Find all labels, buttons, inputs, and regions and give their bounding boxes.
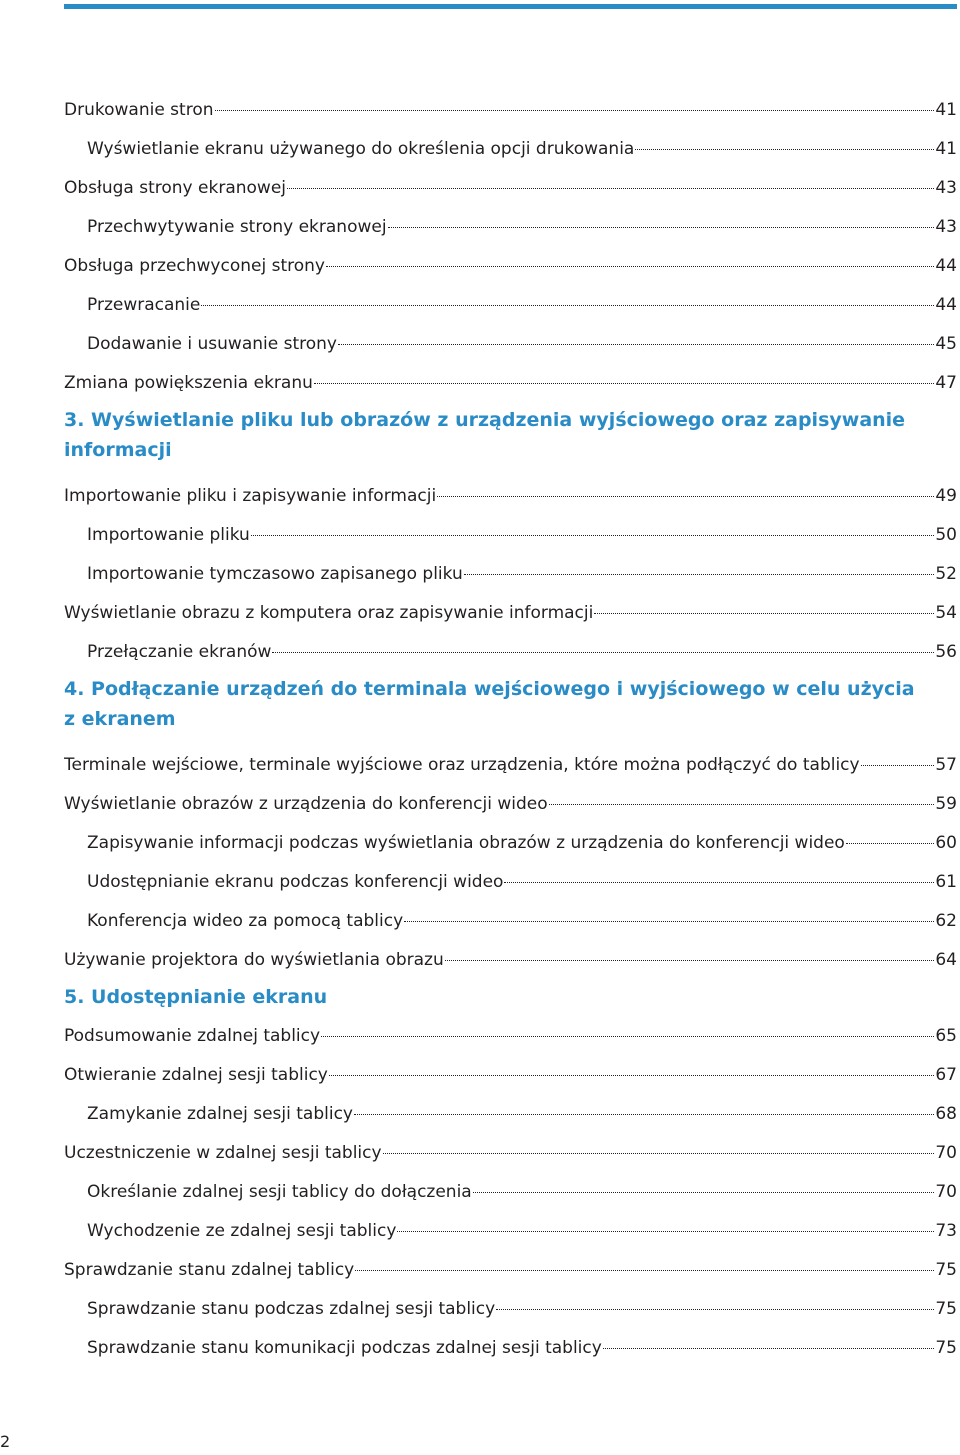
toc-entry-title: Wyświetlanie ekranu używanego do określenia opcji drukowania: [87, 139, 635, 159]
toc-entry-title: Wychodzenie ze zdalnej sesji tablicy: [87, 1221, 397, 1241]
toc-entry-title: Terminale wejściowe, terminale wyjściowe oraz urządzenia, które można podłączyć do tablicy: [64, 755, 860, 775]
toc-entry-title: Drukowanie stron: [64, 100, 214, 120]
chapter-heading: 3. Wyświetlanie pliku lub obrazów z urządzenia wyjściowego oraz zapisywanie informacji: [64, 409, 906, 461]
toc-entry-page: 73: [935, 1221, 957, 1241]
toc-subentry[interactable]: [64, 286, 957, 325]
toc-entry[interactable]: [64, 1056, 957, 1095]
toc-entry-page: 62: [935, 911, 957, 931]
dot-leader: [603, 1348, 935, 1349]
dot-leader: [326, 266, 934, 267]
dot-leader: [464, 574, 935, 575]
dot-leader: [272, 652, 934, 653]
dot-leader: [635, 149, 934, 150]
toc-entry-title: Otwieranie zdalnej sesji tablicy: [64, 1065, 328, 1085]
dot-leader: [861, 765, 935, 766]
toc-entry[interactable]: [64, 247, 957, 286]
toc-entry-title: Używanie projektora do wyświetlania obrazu: [64, 950, 444, 970]
toc-subentry[interactable]: [64, 208, 957, 247]
toc-entry-title: Wyświetlanie obrazu z komputera oraz zapisywanie informacji: [64, 603, 594, 623]
toc-entry-page: 43: [935, 178, 957, 198]
toc-entry[interactable]: [64, 364, 957, 403]
toc-entry-page: 54: [935, 603, 957, 623]
toc-subentry[interactable]: [64, 633, 957, 672]
toc-entry-title: Udostępnianie ekranu podczas konferencji wideo: [87, 872, 504, 892]
toc-subentry[interactable]: [64, 325, 957, 364]
toc-entry-title: Przechwytywanie strony ekranowej: [87, 217, 387, 237]
dot-leader: [338, 344, 934, 345]
toc-entry-page: 68: [935, 1104, 957, 1124]
toc-entry-title: Sprawdzanie stanu zdalnej tablicy: [64, 1260, 355, 1280]
toc-entry-title: Zmiana powiększenia ekranu: [64, 373, 313, 393]
page-number: 2: [0, 1432, 11, 1451]
toc-entry-page: 50: [935, 525, 957, 545]
toc-entry-title: Podsumowanie zdalnej tablicy: [64, 1026, 321, 1046]
toc-entry-page: 52: [935, 564, 957, 584]
dot-leader: [594, 613, 934, 614]
dot-leader: [504, 882, 934, 883]
toc-entry-page: 64: [935, 950, 957, 970]
dot-leader: [251, 535, 935, 536]
dot-leader: [388, 227, 935, 228]
dot-leader: [314, 383, 934, 384]
toc-entry-title: Uczestniczenie w zdalnej sesji tablicy: [64, 1143, 382, 1163]
toc-entry-page: 70: [935, 1143, 957, 1163]
toc-entry-title: Obsługa przechwyconej strony: [64, 256, 325, 276]
toc-entry[interactable]: [64, 746, 957, 785]
toc-entry-title: Dodawanie i usuwanie strony: [87, 334, 337, 354]
toc-subentry[interactable]: [64, 1290, 957, 1329]
toc-entry-title: Sprawdzanie stanu komunikacji podczas zdalnej sesji tablicy: [87, 1338, 602, 1358]
toc-entry-title: Obsługa strony ekranowej: [64, 178, 286, 198]
toc-subentry[interactable]: [64, 130, 957, 169]
toc-entry-title: Przełączanie ekranów: [87, 642, 272, 662]
toc-subentry[interactable]: [64, 516, 957, 555]
toc-entry-page: 49: [935, 486, 957, 506]
toc-entry-title: Zamykanie zdalnej sesji tablicy: [87, 1104, 353, 1124]
table-of-contents: [64, 91, 957, 1368]
dot-leader: [397, 1231, 934, 1232]
toc-entry[interactable]: [64, 1134, 957, 1173]
dot-leader: [201, 305, 934, 306]
dot-leader: [496, 1309, 934, 1310]
dot-leader: [287, 188, 934, 189]
toc-entry-title: Konferencja wideo za pomocą tablicy: [87, 911, 404, 931]
dot-leader: [329, 1075, 934, 1076]
toc-entry-page: 44: [935, 295, 957, 315]
dot-leader: [321, 1036, 934, 1037]
dot-leader: [354, 1114, 934, 1115]
toc-entry-page: 57: [935, 755, 957, 775]
toc-entry-title: Sprawdzanie stanu podczas zdalnej sesji tablicy: [87, 1299, 496, 1319]
toc-entry[interactable]: [64, 1251, 957, 1290]
toc-entry-page: 75: [935, 1299, 957, 1319]
toc-subentry[interactable]: [64, 1095, 957, 1134]
toc-entry-page: 61: [935, 872, 957, 892]
toc-subentry[interactable]: [64, 555, 957, 594]
toc-entry-title: Wyświetlanie obrazów z urządzenia do konferencji wideo: [64, 794, 548, 814]
toc-entry[interactable]: [64, 785, 957, 824]
dot-leader: [437, 496, 934, 497]
toc-subentry[interactable]: [64, 1212, 957, 1251]
toc-entry-page: 43: [935, 217, 957, 237]
dot-leader: [549, 804, 935, 805]
toc-entry[interactable]: [64, 91, 957, 130]
toc-entry[interactable]: [64, 169, 957, 208]
toc-entry[interactable]: [64, 594, 957, 633]
dot-leader: [846, 843, 935, 844]
header-rule: [64, 4, 957, 9]
toc-entry-page: 65: [935, 1026, 957, 1046]
chapter-heading: 4. Podłączanie urządzeń do terminala wejściowego i wyjściowego w celu użycia z ekranem: [64, 678, 915, 730]
toc-entry-page: 75: [935, 1260, 957, 1280]
toc-subentry[interactable]: [64, 863, 957, 902]
dot-leader: [383, 1153, 935, 1154]
toc-entry-page: 59: [935, 794, 957, 814]
toc-entry-title: Zapisywanie informacji podczas wyświetlania obrazów z urządzenia do konferencji wideo: [87, 833, 845, 853]
toc-entry-page: 60: [935, 833, 957, 853]
dot-leader: [445, 960, 935, 961]
toc-entry-page: 41: [935, 139, 957, 159]
toc-entry-page: 41: [935, 100, 957, 120]
toc-entry[interactable]: [64, 1017, 957, 1056]
toc-entry-page: 70: [935, 1182, 957, 1202]
toc-entry-page: 67: [935, 1065, 957, 1085]
toc-entry-title: Importowanie pliku: [87, 525, 250, 545]
toc-entry-page: 44: [935, 256, 957, 276]
toc-entry-title: Przewracanie: [87, 295, 201, 315]
toc-subentry[interactable]: [64, 1329, 957, 1368]
toc-subentry[interactable]: [64, 824, 957, 863]
chapter-heading: 5. Udostępnianie ekranu: [64, 986, 328, 1008]
toc-entry-title: Importowanie pliku i zapisywanie informacji: [64, 486, 437, 506]
toc-entry[interactable]: [64, 941, 957, 980]
toc-entry[interactable]: [64, 477, 957, 516]
dot-leader: [404, 921, 934, 922]
toc-entry-page: 56: [935, 642, 957, 662]
toc-entry-page: 47: [935, 373, 957, 393]
toc-entry-title: Importowanie tymczasowo zapisanego pliku: [87, 564, 463, 584]
toc-entry-title: Określanie zdalnej sesji tablicy do dołączenia: [87, 1182, 472, 1202]
dot-leader: [473, 1192, 935, 1193]
dot-leader: [355, 1270, 934, 1271]
toc-subentry[interactable]: [64, 1173, 957, 1212]
toc-entry-page: 75: [935, 1338, 957, 1358]
toc-entry-page: 45: [935, 334, 957, 354]
dot-leader: [215, 110, 935, 111]
toc-subentry[interactable]: [64, 902, 957, 941]
